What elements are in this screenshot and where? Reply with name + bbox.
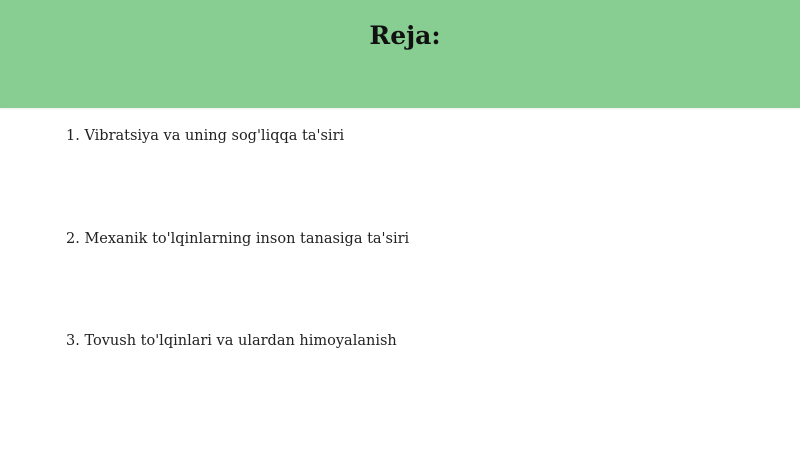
header-band (0, 0, 800, 108)
agenda-item-3: 3. Tovush to'lqinlari va ulardan himoyalanish (66, 333, 397, 349)
slide-title: Reja: (369, 21, 441, 50)
agenda-item-1: 1. Vibratsiya va uning sog'liqqa ta'siri (66, 128, 345, 144)
agenda-item-2: 2. Mexanik to'lqinlarning inson tanasiga ta'siri (66, 231, 410, 247)
